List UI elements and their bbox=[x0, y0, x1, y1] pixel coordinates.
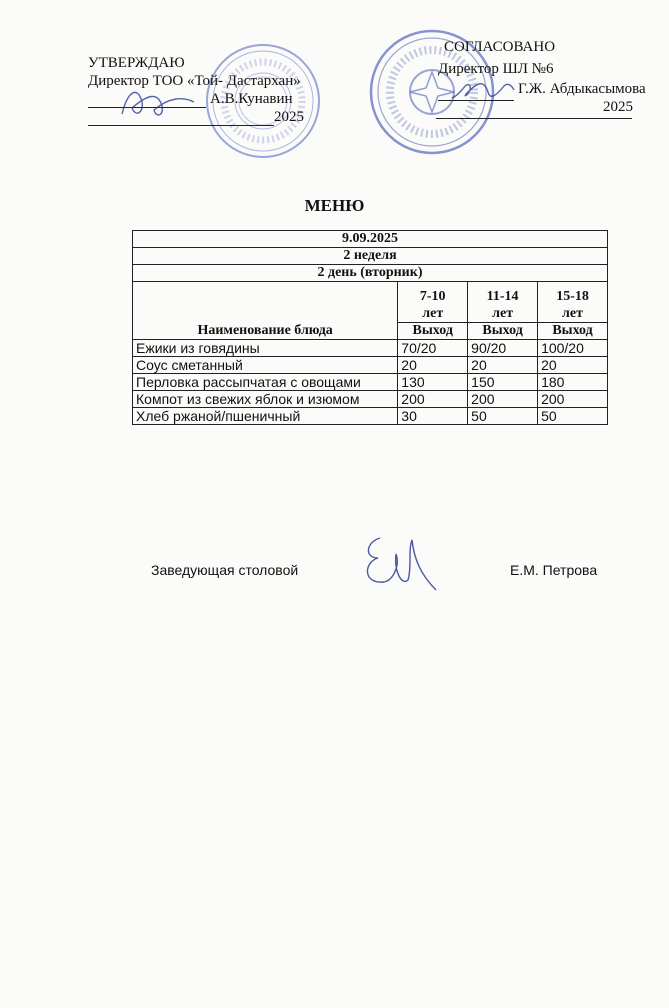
menu-date: 9.09.2025 bbox=[133, 231, 608, 248]
age-group-range: 11-14 bbox=[486, 289, 519, 304]
agreement-year: 2025 bbox=[603, 99, 633, 115]
age-header-row bbox=[133, 282, 608, 323]
approval-name: А.В.Кунавин bbox=[210, 91, 293, 107]
cafeteria-head-name: Е.М. Петрова bbox=[510, 562, 598, 578]
dish-name-header: Наименование блюда bbox=[133, 282, 398, 340]
portion-value: 150 bbox=[468, 374, 538, 391]
approval-signature bbox=[118, 84, 198, 129]
age-group-header bbox=[398, 282, 468, 323]
date-row bbox=[133, 231, 608, 248]
approval-year: 2025 bbox=[274, 109, 304, 125]
dish-name: Соус сметанный bbox=[133, 357, 398, 374]
age-group-unit: лет bbox=[492, 306, 514, 321]
menu-table bbox=[132, 230, 608, 425]
approval-heading: УТВЕРЖДАЮ bbox=[88, 55, 185, 71]
table-row bbox=[133, 391, 608, 408]
menu-week: 2 неделя bbox=[133, 248, 608, 265]
portion-value: 20 bbox=[468, 357, 538, 374]
output-header: Выход bbox=[468, 323, 538, 340]
agreement-year-line bbox=[436, 118, 632, 119]
portion-value: 200 bbox=[398, 391, 468, 408]
portion-value: 200 bbox=[538, 391, 608, 408]
portion-value: 90/20 bbox=[468, 340, 538, 357]
table-row bbox=[133, 357, 608, 374]
dish-name: Компот из свежих яблок и изюмом bbox=[133, 391, 398, 408]
agreement-position: Директор ШЛ №6 bbox=[438, 61, 554, 77]
age-group-unit: лет bbox=[562, 306, 583, 321]
output-header: Выход bbox=[398, 323, 468, 340]
cafeteria-head-signature bbox=[350, 528, 440, 603]
portion-value: 130 bbox=[398, 374, 468, 391]
portion-value: 50 bbox=[538, 408, 608, 425]
cafeteria-head-role: Заведующая столовой bbox=[151, 562, 299, 578]
portion-value: 20 bbox=[398, 357, 468, 374]
agreement-heading: СОГЛАСОВАНО bbox=[444, 39, 556, 55]
agreement-name: Г.Ж. Абдыкасымова bbox=[518, 81, 646, 97]
page-title: МЕНЮ bbox=[304, 196, 365, 215]
table-row bbox=[133, 374, 608, 391]
age-group-unit: лет bbox=[422, 306, 444, 321]
day-row bbox=[133, 265, 608, 282]
portion-value: 20 bbox=[538, 357, 608, 374]
age-group-range: 7-10 bbox=[419, 289, 446, 304]
week-row bbox=[133, 248, 608, 265]
table-row bbox=[133, 340, 608, 357]
portion-value: 180 bbox=[538, 374, 608, 391]
dish-name: Ежики из говядины bbox=[133, 340, 398, 357]
approval-position: Директор ТОО «Той- Дастархан» bbox=[88, 73, 301, 89]
age-group-header bbox=[468, 282, 538, 323]
dish-name: Перловка рассыпчатая с овощами bbox=[133, 374, 398, 391]
dish-name: Хлеб ржаной/пшеничный bbox=[133, 408, 398, 425]
portion-value: 50 bbox=[468, 408, 538, 425]
menu-day: 2 день (вторник) bbox=[133, 265, 608, 282]
age-group-range: 15-18 bbox=[556, 289, 589, 304]
portion-value: 100/20 bbox=[538, 340, 608, 357]
portion-value: 70/20 bbox=[398, 340, 468, 357]
agreement-signature bbox=[448, 72, 518, 111]
table-row bbox=[133, 408, 608, 425]
portion-value: 30 bbox=[398, 408, 468, 425]
age-group-header bbox=[538, 282, 608, 323]
portion-value: 200 bbox=[468, 391, 538, 408]
output-header: Выход bbox=[538, 323, 608, 340]
